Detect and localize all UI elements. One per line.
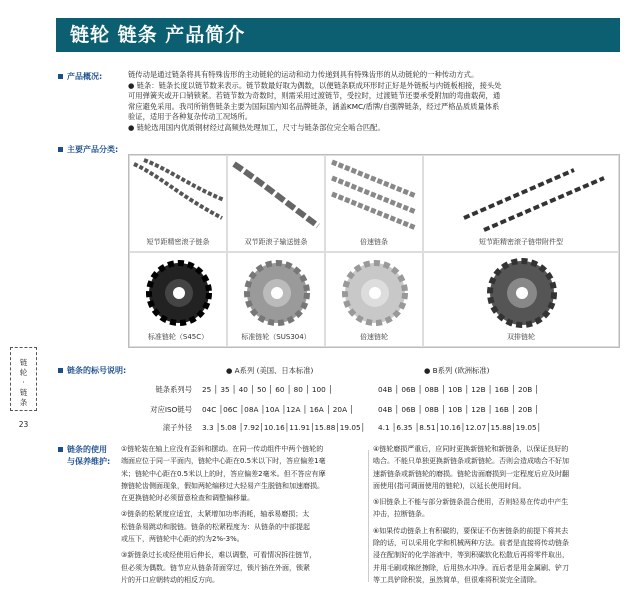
double-speed-chain-image — [326, 156, 424, 238]
product-caption: 标准链轮（SUS304） — [241, 333, 311, 341]
product-caption: 倍速链轮 — [360, 333, 388, 341]
square-bullet-icon — [58, 447, 63, 452]
series-a-title: ● A系列 (美国、日本标准) — [226, 366, 314, 375]
maintenance-line: 端面应位于同一平面内，链轮中心距在0.5米以下时，答应偏差1毫 — [121, 457, 326, 466]
side-tab-char: 链 — [19, 358, 28, 367]
overview-line: ● 链条：链条长度以链节数来表示。链节数最好取为偶数，以便链条联成环形时正好是外链板与内链板相接，接头处 — [128, 80, 502, 90]
maintenance-line: 松链条易跳动和脱链。链条的松紧程度为：从链条的中部提起 — [121, 522, 310, 531]
row-a-values: 3.3 │5.08 │7.92│10.16│11.91│15.88│19.05│ — [202, 423, 366, 432]
maintenance-line: 速新链条或新链轮的磨损。链轮齿面磨损到一定程度后应及时翻 — [373, 469, 569, 478]
maintenance-label-2: 与保养维护: — [67, 457, 111, 466]
overview-line: 链传动是通过链条将具有特殊齿形的主动链轮的运动和动力传递到具有特殊齿形的从动链轮的一种传动方式。 — [128, 70, 479, 79]
maintenance-line: 在更换链轮时必须留意检查和调整偏移量。 — [121, 494, 254, 503]
overview-label: 产品概况: — [58, 71, 102, 82]
side-tab-char: 轮 — [19, 368, 28, 377]
product-cell — [325, 252, 423, 347]
maintenance-line: 并用毛刷或棉丝擦除，后用热水冲净。而后者是用金属刷、铲刀 — [373, 563, 569, 572]
products-label: 主要产品分类: — [58, 144, 118, 155]
row-b-values: 04B │ 06B │ 08B │ 10B │ 12B │ 16B │ 20B │ — [378, 405, 539, 414]
maintenance-line: 等工具铲除积炭，虽然简单，但很难将积炭完全清除。 — [373, 575, 541, 584]
product-cell — [423, 155, 619, 252]
maintenance-left — [121, 443, 365, 586]
maintenance-line: 或压下，两链轮中心距的约为2%-3%。 — [121, 535, 244, 544]
product-cell — [325, 155, 423, 252]
row-a-values: 04C │06C │08A │10A │12A │ 16A │ 20A │ — [202, 405, 354, 414]
maintenance-line: ③新链条过长或经使用后伸长，难以调整，可看情况拆往链节， — [121, 551, 317, 560]
product-caption: 双排链轮 — [507, 333, 535, 341]
conveyor-chain-image — [228, 156, 326, 238]
maintenance-line: 片的开口应朝转动的相反方向。 — [121, 575, 219, 584]
square-bullet-icon — [58, 74, 63, 79]
square-bullet-icon — [58, 368, 63, 373]
page-banner — [56, 18, 620, 52]
row-b-values: 4.1 │6.35 │8.51│10.16│12.07│15.88│19.05│ — [378, 423, 542, 432]
product-cell — [227, 252, 325, 347]
product-caption: 短节距精密滚子链带附件型 — [479, 238, 563, 246]
maintenance-line: 面使用(指可调面使用的链轮)，以延长使用时间。 — [373, 481, 526, 490]
side-tab-char: 链 — [19, 388, 28, 397]
maintenance-line: ④链轮磨损严重后，应同时更换新链轮和新链条，以保证良好的 — [373, 445, 569, 453]
duplex-sprocket-image — [424, 253, 620, 333]
overview-line: 常应避免采用。我司所销售链条主要为国际国内知名品牌链条，涵盖KMC/盾牌/自强牌链条，经过严格品质质量体系 — [128, 101, 500, 111]
product-cell — [129, 252, 227, 347]
series-b-title: ● B系列 (欧洲标准) — [424, 366, 490, 375]
row-name: 链条系列号 — [155, 385, 192, 394]
row-name: 对应ISO链号 — [150, 405, 192, 414]
square-bullet-icon — [58, 147, 63, 152]
row-name: 滚子外径 — [162, 423, 192, 432]
row-a-values: 25 │ 35 │ 40 │ 50 │ 60 │ 80 │ 100 │ — [202, 385, 333, 394]
roller-chain-image — [130, 156, 228, 238]
overview-line: 可用弹簧夹或开口销锁紧。若链节数为奇数时，则需采用过渡链节，受拉时，过渡链节还要承受附加的弯曲载荷，通 — [128, 91, 501, 100]
maintenance-label: 链条的使用 — [58, 444, 107, 455]
product-cell — [423, 252, 619, 347]
product-caption: 双节距滚子输送链条 — [244, 238, 308, 246]
maintenance-line: ⑤旧链条上不能与部分新链条混合使用，否则轻易在传动中产生 — [373, 498, 569, 507]
product-caption: 标准链轮（S45C） — [147, 333, 209, 341]
maintenance-right — [373, 443, 621, 586]
maintenance-line: 浸在配制好的化学溶液中，等到积碳软化松散后再将零件取出， — [373, 551, 569, 560]
product-cell — [129, 155, 227, 252]
maintenance-line: 但必须为偶数。链节应从链条背面穿过，锁片插在外面，锁紧 — [121, 563, 310, 572]
product-cell — [227, 155, 325, 252]
product-caption: 短节距精密滚子链条 — [146, 238, 210, 246]
column-divider — [368, 450, 369, 582]
banner-title: 链轮 链条 产品简介 — [70, 24, 246, 46]
overview-line: 验证，适用于各种复杂传动工况场所。 — [128, 112, 253, 121]
sprocket-sus304-image — [228, 253, 326, 333]
maintenance-line: 啮合。不能只单独更换新链条或新链轮。否则会造成啮合不好加 — [373, 457, 569, 466]
attachment-chain-image — [424, 156, 620, 238]
product-grid — [128, 154, 620, 348]
maintenance-line: ②链条的松紧度应适宜，太紧增加功率消耗，轴承易磨损；太 — [121, 510, 310, 519]
maintenance-line: 擦链轮齿侧面现象，假如两轮编移过大轻易产生脱链和加速磨损。 — [121, 481, 324, 490]
maintenance-line: 米；链轮中心距在0.5米以上的时，答应偏差2毫米。但不答应有摩 — [121, 469, 326, 478]
overview-line: ● 链轮选用国内优质钢材经过高频热处理加工，尺寸与链条部位完全啮合匹配。 — [128, 122, 385, 132]
side-tab-char: · — [22, 378, 25, 387]
double-speed-sprocket-image — [326, 253, 424, 333]
overview-text — [128, 70, 620, 133]
maintenance-line: ①链轮装在轴上应没有歪斜和摆动。在同一传动组件中两个链轮的 — [121, 445, 324, 453]
product-caption: 倍速链条 — [360, 238, 388, 246]
row-b-values: 04B │ 06B │ 08B │ 10B │ 12B │ 16B │ 20B │ — [378, 385, 539, 394]
sprocket-s45c-image — [130, 253, 228, 333]
maintenance-line: ⑥如果传动链条上有积碳的，要保证不伤害链条的前提下将其去 — [373, 526, 569, 535]
maintenance-line: 除的话，可以采用化学和机械两种方法。前者是直接将传动链条 — [373, 539, 569, 548]
designation-label: 链条的标号说明: — [58, 365, 126, 376]
side-tab-char: 条 — [19, 398, 28, 407]
side-tab — [10, 347, 37, 411]
page-number: 23 — [18, 420, 29, 429]
maintenance-line: 冲击，拉断链条。 — [373, 510, 429, 519]
